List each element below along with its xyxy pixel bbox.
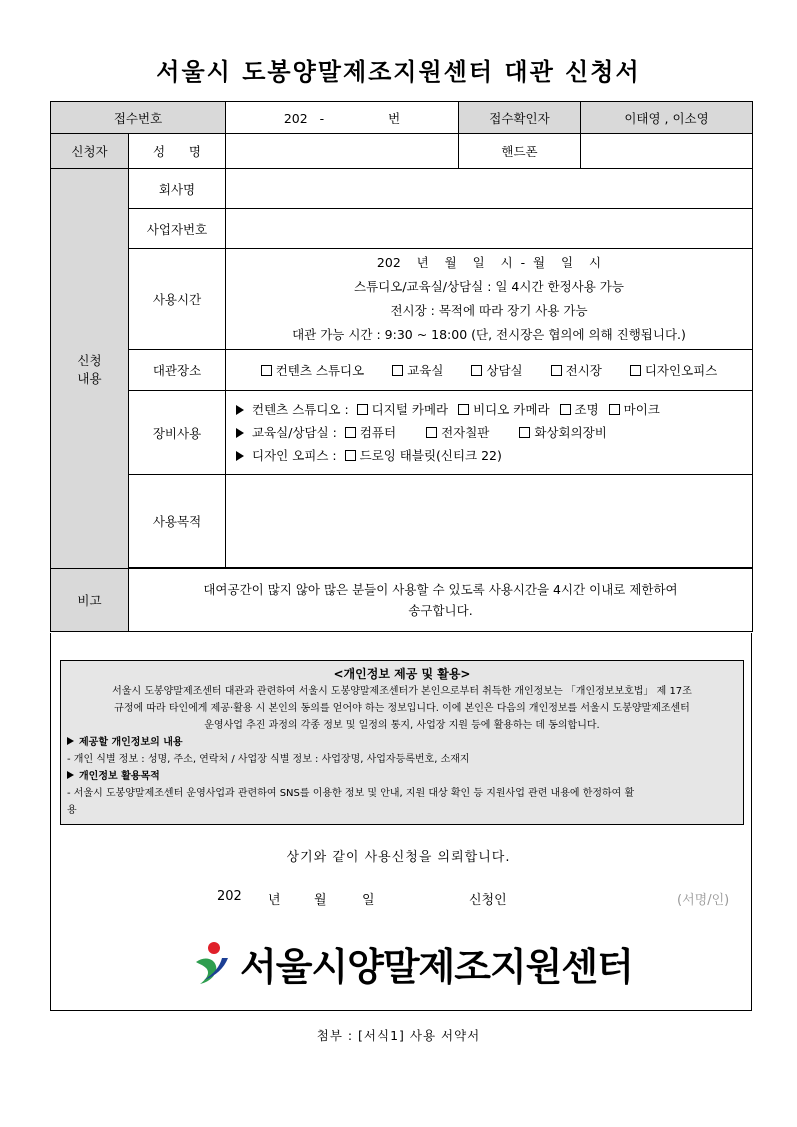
receipt-no-year: 202 - (283, 110, 325, 126)
receipt-checker-value: 이태영 , 이소영 (581, 102, 753, 134)
checkbox-icon[interactable] (630, 365, 641, 376)
equip-label: 장비사용 (129, 391, 226, 475)
date-year-unit: 년 (268, 893, 281, 908)
application-form-table (50, 101, 753, 632)
time-field[interactable] (226, 249, 753, 350)
content-section-label-1: 신청 (77, 352, 102, 368)
bizno-field[interactable] (226, 209, 753, 249)
checkbox-icon[interactable] (609, 404, 620, 415)
equip-option[interactable]: 마이크 (609, 402, 660, 417)
remarks-line: 송구합니다. (408, 603, 473, 618)
center-logo (190, 940, 633, 989)
privacy-body: - 서울시 도봉양말제조센터 운영사업과 관련하여 SNS를 이용한 정보 및 안내, 지원 대상 확인 등 지원사업 관련 내용에 한정하여 활 (67, 788, 635, 799)
privacy-line: 서울시 도봉양말제조센터 대관과 관련하여 서울시 도봉양말제조센터가 본인으로부터 취득한 개인정보는 「개인정보보호법」 제 17조 (112, 686, 692, 697)
signature-placeholder[interactable]: (서명/인) (677, 893, 730, 908)
equip-group-design: 디자인 오피스 : 드로잉 태블릿(신티크 22) (236, 444, 752, 467)
time-label: 사용시간 (129, 249, 226, 350)
place-option-counsel[interactable]: 상담실 (471, 363, 522, 378)
checkbox-icon[interactable] (551, 365, 562, 376)
page-title: 서울시 도봉양말제조지원센터 대관 신청서 (156, 58, 641, 86)
receipt-no-unit: 번 (388, 110, 401, 126)
receipt-no-field[interactable] (226, 102, 459, 134)
content-section-label (51, 169, 129, 569)
equip-group-classroom: 교육실/상담실 : 컴퓨터 전자칠판 화상회의장비 (236, 421, 752, 444)
privacy-body: 용 (67, 805, 77, 816)
applicant-label: 신청자 (51, 134, 129, 169)
checkbox-icon[interactable] (519, 427, 530, 438)
arrow-right-icon (236, 428, 244, 438)
checkbox-icon[interactable] (345, 427, 356, 438)
equip-option[interactable]: 화상회의장비 (519, 425, 606, 440)
time-line: 스튜디오/교육실/상담실 : 일 4시간 한정사용 가능 (354, 279, 624, 294)
equip-options (226, 391, 753, 475)
equip-option[interactable]: 전자칠판 (426, 425, 489, 440)
remarks-line: 대여공간이 많지 않아 많은 분들이 사용할 수 있도록 사용시간을 4시간 이내로 제한하여 (203, 582, 678, 597)
place-option-design-office[interactable]: 디자인오피스 (630, 363, 717, 378)
triangle-right-icon (67, 737, 74, 745)
privacy-line: 규정에 따라 타인에게 제공·활용 시 본인의 동의를 얻어야 하는 정보입니다. 이에 본인은 다음의 개인정보를 서울시 도봉양말제조센터 (114, 703, 690, 714)
date-month-unit: 월 (314, 893, 327, 908)
name-field[interactable] (226, 134, 459, 169)
receipt-no-label: 접수번호 (51, 102, 226, 134)
date-day-unit: 일 (362, 893, 375, 908)
phone-field[interactable] (581, 134, 753, 169)
place-options (226, 350, 753, 391)
company-field[interactable] (226, 169, 753, 209)
checkbox-icon[interactable] (471, 365, 482, 376)
name-label: 성 명 (129, 134, 226, 169)
attachment-note: 첨부 : [서식1] 사용 서약서 (316, 1028, 481, 1043)
checkbox-icon[interactable] (261, 365, 272, 376)
equip-option[interactable]: 비디오 카메라 (458, 402, 549, 417)
checkbox-icon[interactable] (357, 404, 368, 415)
checkbox-icon[interactable] (392, 365, 403, 376)
phone-label: 핸드폰 (459, 134, 581, 169)
checkbox-icon[interactable] (426, 427, 437, 438)
applicant-sign-label: 신청인 (469, 893, 507, 908)
equip-group-studio: 컨텐츠 스튜디오 : 디지털 카메라 비디오 카메라 조명 마이크 (236, 398, 752, 421)
arrow-right-icon (236, 451, 244, 461)
place-label: 대관장소 (129, 350, 226, 391)
checkbox-icon[interactable] (458, 404, 469, 415)
arrow-right-icon (236, 405, 244, 415)
request-statement: 상기와 같이 사용신청을 의뢰합니다. (286, 850, 511, 865)
privacy-consent-box (60, 660, 744, 825)
bizno-label: 사업자번호 (129, 209, 226, 249)
purpose-label: 사용목적 (129, 475, 226, 568)
seoul-logo-icon (190, 940, 234, 986)
logo-text: 서울시양말제조지원센터 (240, 944, 633, 989)
purpose-field[interactable] (226, 475, 753, 568)
equip-option[interactable]: 컴퓨터 (345, 425, 396, 440)
remarks-text (129, 569, 753, 632)
equip-option[interactable]: 디지털 카메라 (357, 402, 448, 417)
place-option-studio[interactable]: 컨텐츠 스튜디오 (261, 363, 365, 378)
privacy-heading: 제공할 개인정보의 내용 (67, 734, 737, 751)
date-year: 202 (217, 889, 242, 904)
privacy-body: - 개인 식별 정보 : 성명, 주소, 연락처 / 사업장 식별 정보 : 사업장명, 사업자등록번호, 소재지 (67, 754, 470, 765)
receipt-checker-label: 접수확인자 (459, 102, 581, 134)
content-section-label-2: 내용 (77, 370, 102, 386)
place-option-exhibition[interactable]: 전시장 (551, 363, 602, 378)
equip-option[interactable]: 조명 (560, 402, 599, 417)
privacy-line: 운영사업 추진 과정의 각종 정보 및 일정의 통지, 사업장 지원 등에 활용하는 데 동의합니다. (204, 720, 600, 731)
time-line: 202 년 월 일 시 - 월 일 시 (376, 255, 602, 270)
checkbox-icon[interactable] (345, 450, 356, 461)
privacy-heading: 개인정보 활용목적 (67, 768, 737, 785)
time-line: 전시장 : 목적에 따라 장기 사용 가능 (390, 303, 588, 318)
triangle-right-icon (67, 771, 74, 779)
remarks-label: 비고 (51, 569, 129, 632)
privacy-title: <개인정보 제공 및 활용> (333, 667, 471, 681)
time-line: 대관 가능 시간 : 9:30 ~ 18:00 (단, 전시장은 협의에 의해 진행됩니다.) (292, 327, 686, 342)
equip-option[interactable]: 드로잉 태블릿(신티크 22) (345, 448, 502, 463)
checkbox-icon[interactable] (560, 404, 571, 415)
company-label: 회사명 (129, 169, 226, 209)
place-option-classroom[interactable]: 교육실 (392, 363, 443, 378)
